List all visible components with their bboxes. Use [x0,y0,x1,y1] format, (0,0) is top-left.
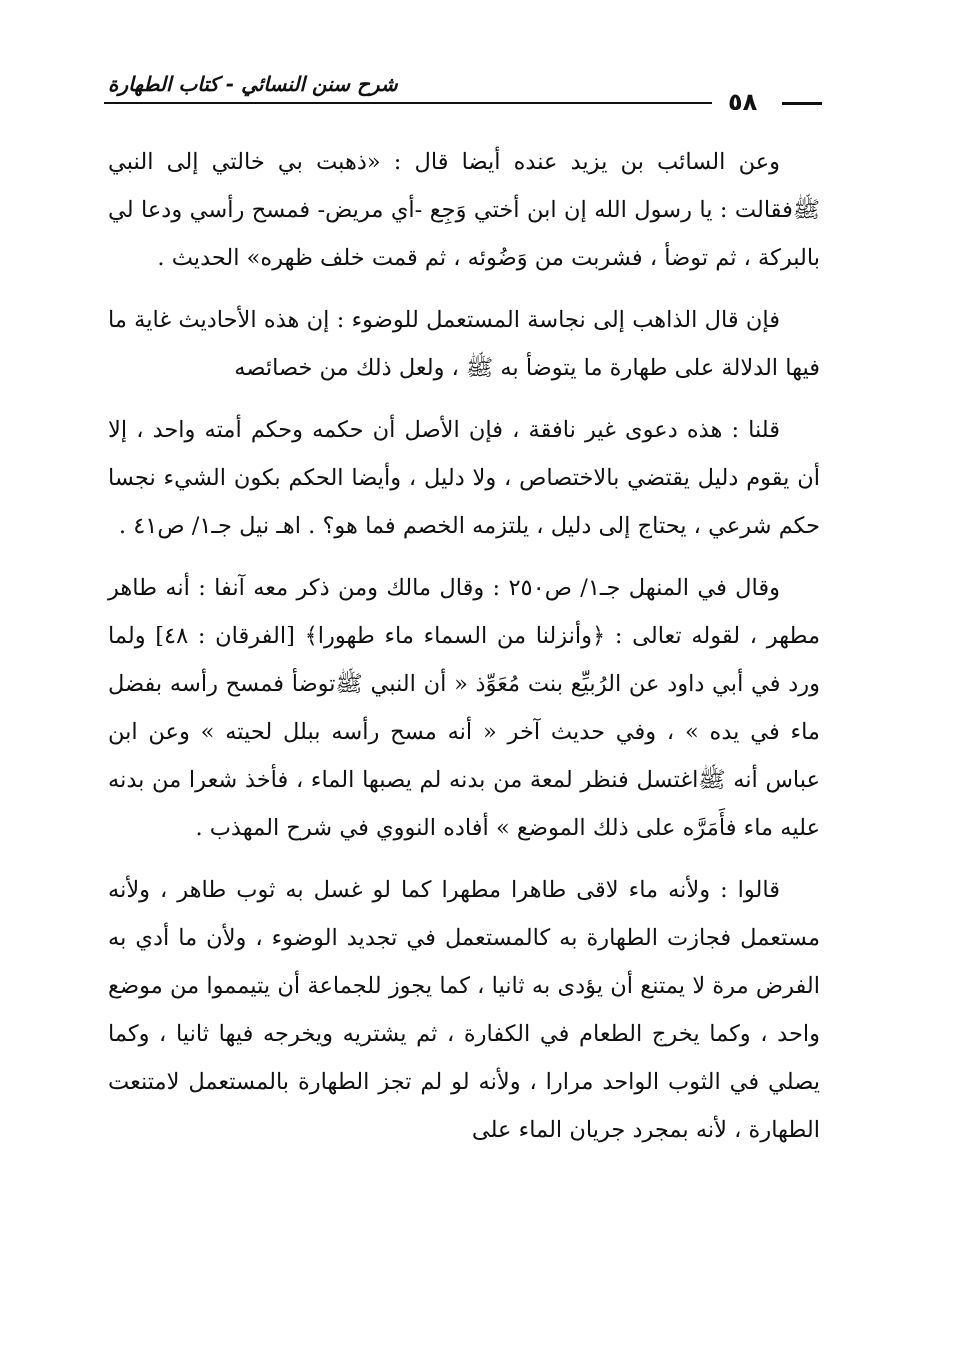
page-number-rule [782,102,822,105]
paragraph-4: وقال في المنهل جـ١/ ص٢٥٠ : وقال مالك ومن ذكر معه آنفا : أنه طاهر مطهر ، لقوله تعالى : ﴿وأنزلنا من السماء ماء طهورا﴾ [الفرقان : ٤٨] ولما ورد في أبي داود عن الرُبيِّع بنت مُعَوِّذ « أن النبي ﷺتوضأ فمسح رأسه بفضل ماء في يده » ، وفي حديث آخر « أنه مسح رأسه ببلل لحيته » وعن ابن عباس أنه ﷺاغتسل فنظر لمعة من بدنه لم يصبها الماء ، فأخذ شعرا من بدنه عليه ماء فأَمَرَّه على ذلك الموضع » أفاده النووي في شرح المهذب . [108,575,820,841]
header-rule [104,102,712,104]
paragraph-2: فإن قال الذاهب إلى نجاسة المستعمل للوضوء : إن هذه الأحاديث غاية ما فيها الدلالة على طهارة ما يتوضأ به ﷺ ، ولعل ذلك من خصائصه [108,307,820,381]
running-title: شرح سنن النسائي - كتاب الطهارة [108,72,398,96]
paragraph-3: قلنا : هذه دعوى غير نافقة ، فإن الأصل أن حكمه وحكم أمته واحد ، إلا أن يقوم دليل يقتضي بالاختصاص ، ولا دليل ، وأيضا الحكم بكون الشيء نجسا حكم شرعي ، يحتاج إلى دليل ، يلتزمه الخصم فما هو؟ . اهـ نيل جـ١/ ص٤١ . [108,417,820,539]
body-text [108,138,820,1154]
paragraph-1: وعن السائب بن يزيد عنده أيضا قال : «ذهبت بي خالتي إلى النبي ﷺفقالت : يا رسول الله إن ابن أختي وَجِع -أي مريض- فمسح رأسي ودعا لي بالبركة ، ثم توضأ ، فشربت من وَضُوئه ، ثم قمت خلف ظهره» الحديث . [108,149,820,271]
page-number: ٥٨ [728,88,758,116]
paragraph-5: قالوا : ولأنه ماء لاقى طاهرا مطهرا كما لو غسل به ثوب طاهر ، ولأنه مستعمل فجازت الطهارة به كالمستعمل في تجديد الوضوء ، ولأن ما أدي به الفرض مرة لا يمتنع أن يؤدى به ثانيا ، كما يجوز للجماعة أن يتيمموا من موضع واحد ، وكما يخرج الطعام في الكفارة ، ثم يشتريه ويخرجه فيها ثانيا ، وكما يصلي في الثوب الواحد مرارا ، ولأنه لو لم تجز الطهارة بالمستعمل لامتنعت الطهارة ، لأنه بمجرد جريان الماء على [108,877,820,1143]
